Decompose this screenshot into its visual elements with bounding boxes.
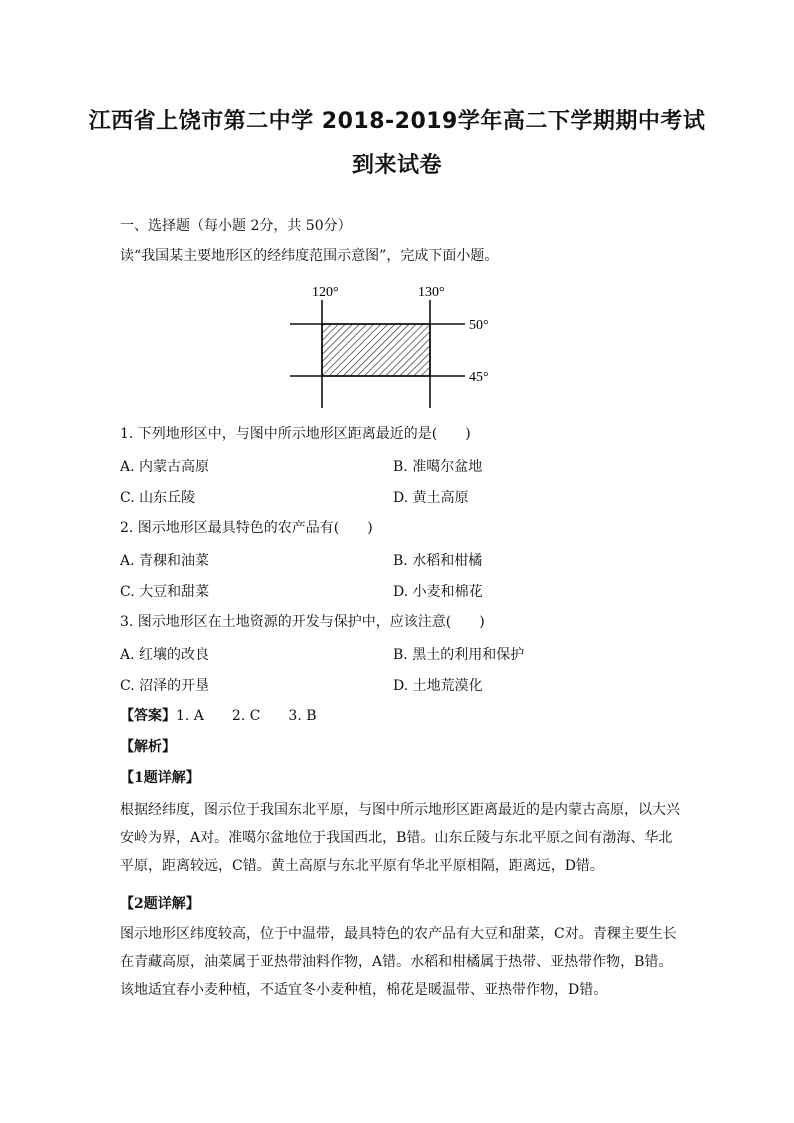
detail-1-label: 【1题详解】 [120,770,200,786]
section-heading: 一、选择题（每小题 2分，共 50分） [120,218,352,234]
detail-2-text: 图示地形区纬度较高，位于中温带，最具特色的农产品有大豆和甜菜，C对。青稞主要生长在青藏高原，油菜属于亚热带油料作物，A错。水稻和柑橘属于热带、亚热带作物，B错。该地适宜春小麦种植，不适宜冬小麦种植，棉花是暖温带、亚热带作物，D错。 [120,926,677,998]
question-3-option-d: D. 土地荒漠化 [393,678,483,694]
question-1-stem: 1. 下列地形区中，与图中所示地形区距离最近的是( ) [120,426,471,442]
question-1-option-d: D. 黄土高原 [393,490,469,506]
detail-1-text: 根据经纬度，图示位于我国东北平原，与图中所示地形区距离最近的是内蒙古高原，以大兴安岭为界，A对。准噶尔盆地位于我国西北，B错。山东丘陵与东北平原之间有渤海、华北平原，距离较远，C错。黄土高原与东北平原有华北平原相隔，距离远，D错。 [120,802,680,874]
question-2-stem: 2. 图示地形区最具特色的农产品有( ) [120,520,373,536]
detail-2-label: 【2题详解】 [120,896,200,912]
question-3-option-b: B. 黑土的利用和保护 [393,647,525,663]
document-title-line-2: 到来试卷 [351,153,442,178]
answer-label: 【答案】 [120,708,176,724]
hatched-region [322,324,430,376]
question-3-stem: 3. 图示地形区在土地资源的开发与保护中，应该注意( ) [120,614,485,630]
question-intro: 读“我国某主要地形区的经纬度范围示意图”，完成下面小题。 [120,248,499,264]
lon-label-120: 120° [312,285,339,300]
lat-label-45: 45° [469,370,489,385]
question-3-option-a: A. 红壤的改良 [120,647,210,663]
question-1-option-c: C. 山东丘陵 [120,490,196,506]
question-2-option-a: A. 青稞和油菜 [120,553,210,569]
question-2-option-c: C. 大豆和甜菜 [120,584,210,600]
question-1-option-b: B. 准噶尔盆地 [393,459,483,475]
question-1-option-a: A. 内蒙古高原 [120,459,210,475]
answer-line [120,706,317,726]
lon-label-130: 130° [418,285,445,300]
question-2-option-d: D. 小麦和棉花 [393,584,483,600]
analysis-label: 【解析】 [120,739,176,755]
lat-label-50: 50° [469,318,489,333]
answer-values: 1. A 2. C 3. B [176,708,317,724]
question-3-option-c: C. 沼泽的开垦 [120,678,210,694]
question-2-option-b: B. 水稻和柑橘 [393,553,483,569]
lat-lon-range-diagram [285,278,505,410]
document-title-line-1: 江西省上饶市第二中学 2018-2019学年高二下学期期中考试 [88,109,706,134]
